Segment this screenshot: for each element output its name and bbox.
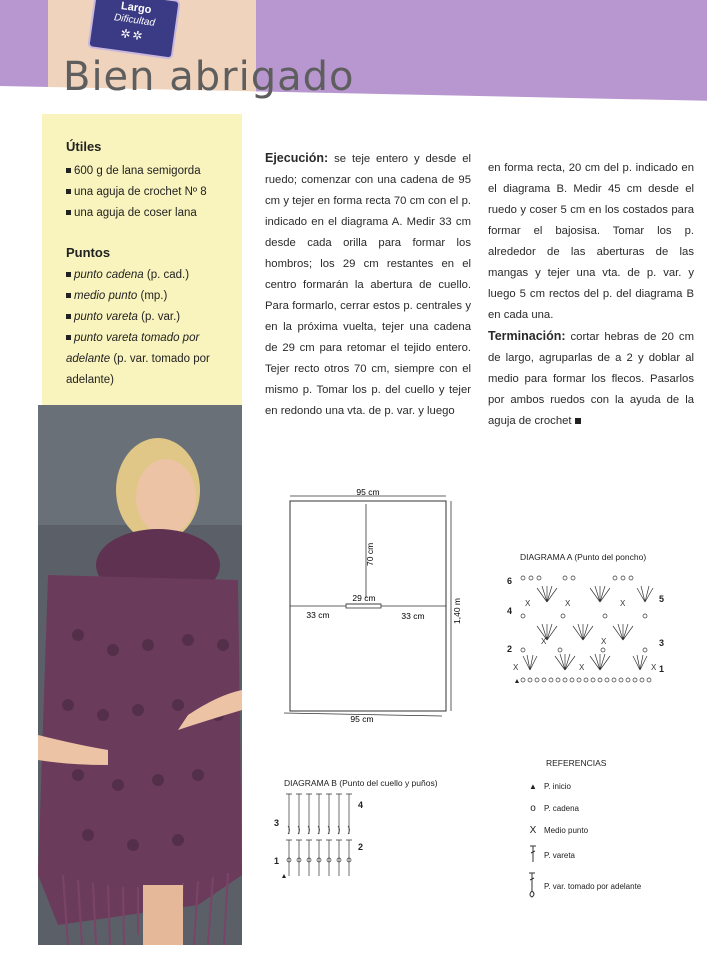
schematic-neck-label: 29 cm [352, 593, 376, 603]
chain-row [521, 576, 647, 652]
diagram-a-row-label: 1 [659, 664, 665, 674]
reference-item: P. var. tomado por adelante [522, 869, 692, 903]
poncho-schematic [268, 484, 468, 724]
diagram-b-row-label: 1 [274, 856, 280, 866]
bullet-icon [66, 210, 71, 215]
chain-stitch-icon: o [530, 802, 536, 814]
ejecucion-heading: Ejecución: [265, 151, 329, 165]
schematic-left-label: 33 cm [306, 610, 330, 620]
reference-item: ▲ P. inicio [522, 775, 692, 797]
single-crochet-icon: X [601, 637, 607, 646]
single-crochet-icon: X [579, 663, 585, 672]
bullet-icon [66, 314, 71, 319]
utiles-heading: Útiles [66, 139, 102, 154]
diagram-a-chart [505, 570, 670, 688]
vareta-stitch-columns [286, 794, 352, 876]
diagram-a-row-label: 3 [659, 638, 665, 648]
references-list [522, 775, 692, 903]
end-mark-icon [575, 418, 581, 424]
bullet-icon [66, 168, 71, 173]
difficulty-label: Dificultad [113, 12, 156, 29]
reference-item: P. vareta [522, 841, 692, 869]
schematic-top-label: 95 cm [356, 487, 380, 497]
diagram-b-row-label: 3 [274, 818, 280, 828]
diagram-b-row-label: 4 [358, 800, 364, 810]
start-marker-icon [282, 874, 286, 878]
page-title: Bien abrigado [63, 54, 355, 100]
start-triangle-icon: ▲ [529, 781, 537, 791]
diagram-b-chart [272, 790, 372, 882]
fan-row [523, 586, 653, 670]
diagram-b-row-label: 2 [358, 842, 364, 852]
list-item: 600 g de lana semigorda [66, 161, 238, 182]
utiles-list [66, 161, 238, 224]
list-item: una aguja de crochet Nº 8 [66, 182, 238, 203]
bullet-icon [66, 335, 71, 340]
list-item: medio punto (mp.) [66, 286, 238, 307]
reference-item: X Medio punto [522, 819, 692, 841]
puntos-list [66, 265, 238, 391]
diagram-a-row-label: 4 [507, 606, 513, 616]
puntos-heading: Puntos [66, 245, 111, 260]
single-crochet-icon: X [525, 599, 531, 608]
model-illustration [38, 405, 242, 945]
reference-item: o P. cadena [522, 797, 692, 819]
single-crochet-icon: X [529, 824, 537, 836]
ejecucion-text: Ejecución: se teje entero y desde el ruedo; comenzar con una cadena de 95 cm y tejer en forma recta 70 cm con el p. indicado en el diagrama A. Medir 33 cm desde cada orilla para formar los hombros; los 29 cm restantes en el centro formarán la abertura de cuello. Para formarlo, cerrar estos p. centrales y en la próxima vuelta, tejer una cadena de 29 cm para retomar el tejido entero. Tejer recto otros 70 cm, siempre con el mismo p. Tomar los p. del cuello y tejer en redondo una vta. de p. var. y luego [265, 151, 471, 417]
single-crochet-icon: X [651, 663, 657, 672]
vareta-icon [522, 844, 544, 866]
schematic-right-label: 33 cm [401, 611, 425, 621]
diagram-a-title: DIAGRAMA A (Punto del poncho) [520, 552, 647, 562]
single-crochet-icon: X [620, 599, 626, 608]
terminacion-text: Terminación: cortar hebras de 20 cm de largo, agruparlas de a 2 y doblar al medio para formar los flecos. Pasarlos por ambos ruedos con la ayuda de la aguja de crochet [488, 329, 694, 427]
difficulty-level: Largo [120, 0, 153, 17]
single-crochet-icon: X [513, 663, 519, 672]
diagram-a-row-label: 2 [507, 644, 513, 654]
difficulty-stars-icon: ✲✲ [119, 26, 146, 44]
chain-row [521, 678, 651, 682]
diagram-b-title: DIAGRAMA B (Punto del cuello y puños) [284, 778, 438, 788]
references-heading: REFERENCIAS [546, 758, 607, 768]
list-item: punto vareta tomado por adelante (p. var. tomado por adelante) [66, 332, 210, 386]
single-crochet-icon: X [565, 599, 571, 608]
schematic-vertical-label: 70 cm [365, 542, 375, 566]
diagram-a-row-label: 5 [659, 594, 665, 604]
start-marker-icon [515, 679, 519, 683]
bullet-icon [66, 189, 71, 194]
list-item: una aguja de coser lana [66, 203, 238, 224]
bullet-icon [66, 272, 71, 277]
ejecucion-text-continued: en forma recta, 20 cm del p. indicado en el diagrama B. Medir 45 cm desde el ruedo y coser 5 cm en los costados para formar el bajosisa. Tomar los p. alrededor de las aberturas de las mangas y tejer una vta. de p. var. y luego 5 cm rectos del p. del diagrama B en cada una. [488, 162, 694, 321]
vareta-front-post-icon [522, 871, 544, 901]
list-item: punto vareta (p. var.) [66, 307, 238, 328]
list-item: punto cadena (p. cad.) [66, 265, 238, 286]
model-photo [38, 405, 242, 945]
diagram-a-row-label: 6 [507, 576, 513, 586]
bullet-icon [66, 293, 71, 298]
single-crochet-icon: X [541, 637, 547, 646]
terminacion-heading: Terminación: [488, 329, 566, 343]
schematic-height-label: 1,40 m [452, 598, 462, 624]
schematic-bottom-label: 95 cm [350, 714, 374, 724]
